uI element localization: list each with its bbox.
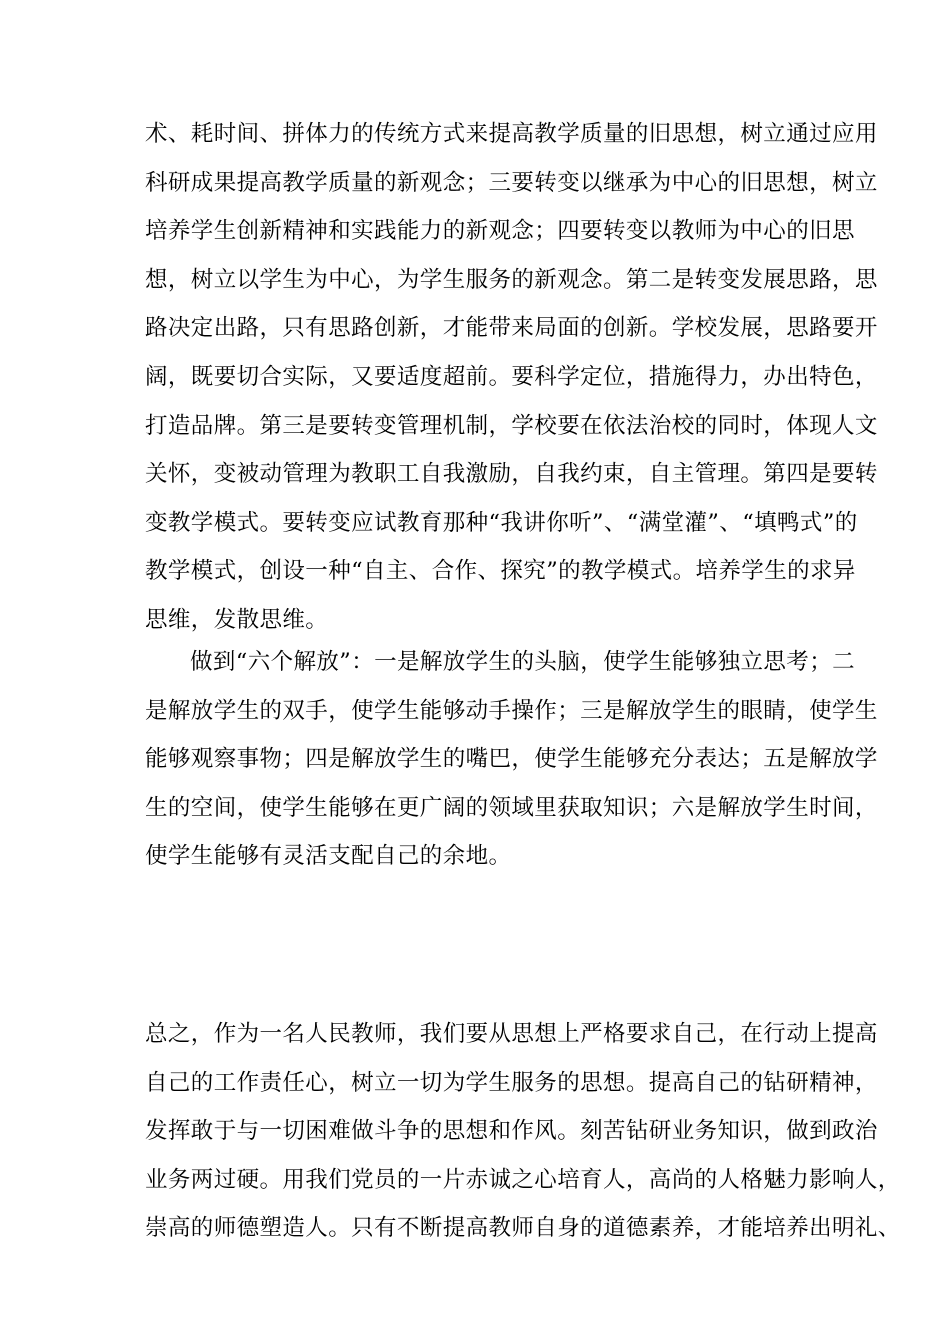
text-line: 打造品牌。第三是要转变管理机制，学校要在依法治校的同时，体现人文 — [145, 412, 878, 439]
text-line: 是解放学生的双手，使学生能够动手操作；三是解放学生的眼睛，使学生 — [145, 697, 878, 724]
text-line: 教学模式，创设一种“自主、合作、探究”的教学模式。培养学生的求异 — [145, 558, 856, 585]
text-line: 变教学模式。要转变应试教育那种“我讲你听”、“满堂灌”、“填鸭式”的 — [145, 509, 858, 536]
text-line: 关怀，变被动管理为教职工自我激励，自我约束，自主管理。第四是要转 — [145, 461, 878, 488]
text-line: 想，树立以学生为中心，为学生服务的新观念。第二是转变发展思路，思 — [145, 266, 878, 293]
text-line: 思维，发散思维。 — [145, 606, 329, 633]
text-line: 做到“六个解放”：一是解放学生的头脑，使学生能够独立思考；二 — [190, 649, 856, 675]
text-line: 路决定出路，只有思路创新，才能带来局面的创新。学校发展，思路要开 — [145, 315, 878, 342]
text-line: 崇高的师德塑造人。只有不断提高教师自身的道德素养，才能培养出明礼、 — [145, 1215, 901, 1242]
text-line: 能够观察事物；四是解放学生的嘴巴，使学生能够充分表达；五是解放学 — [145, 746, 878, 773]
text-line: 自己的工作责任心，树立一切为学生服务的思想。提高自己的钻研精神， — [145, 1069, 878, 1096]
paragraph-transformations — [145, 110, 878, 645]
paragraph-six-liberations — [145, 638, 878, 881]
text-line: 总之，作为一名人民教师，我们要从思想上严格要求自己，在行动上提高 — [145, 1021, 878, 1047]
text-line: 术、耗时间、拼体力的传统方式来提高教学质量的旧思想，树立通过应用 — [145, 121, 878, 147]
text-line: 业务两过硬。用我们党员的一片赤诚之心培育人，高尚的人格魅力影响人， — [145, 1166, 901, 1193]
text-line: 科研成果提高教学质量的新观念；三要转变以继承为中心的旧思想，树立 — [145, 169, 878, 196]
paragraph-conclusion — [145, 1010, 901, 1253]
text-line: 发挥敢于与一切困难做斗争的思想和作风。刻苦钻研业务知识，做到政治 — [145, 1118, 878, 1145]
text-line: 培养学生创新精神和实践能力的新观念；四要转变以教师为中心的旧思 — [145, 218, 855, 245]
text-line: 使学生能够有灵活支配自己的余地。 — [145, 843, 512, 870]
text-line: 生的空间，使学生能够在更广阔的领域里获取知识；六是解放学生时间， — [145, 794, 878, 821]
text-line: 阔，既要切合实际，又要适度超前。要科学定位，措施得力，办出特色， — [145, 363, 878, 390]
